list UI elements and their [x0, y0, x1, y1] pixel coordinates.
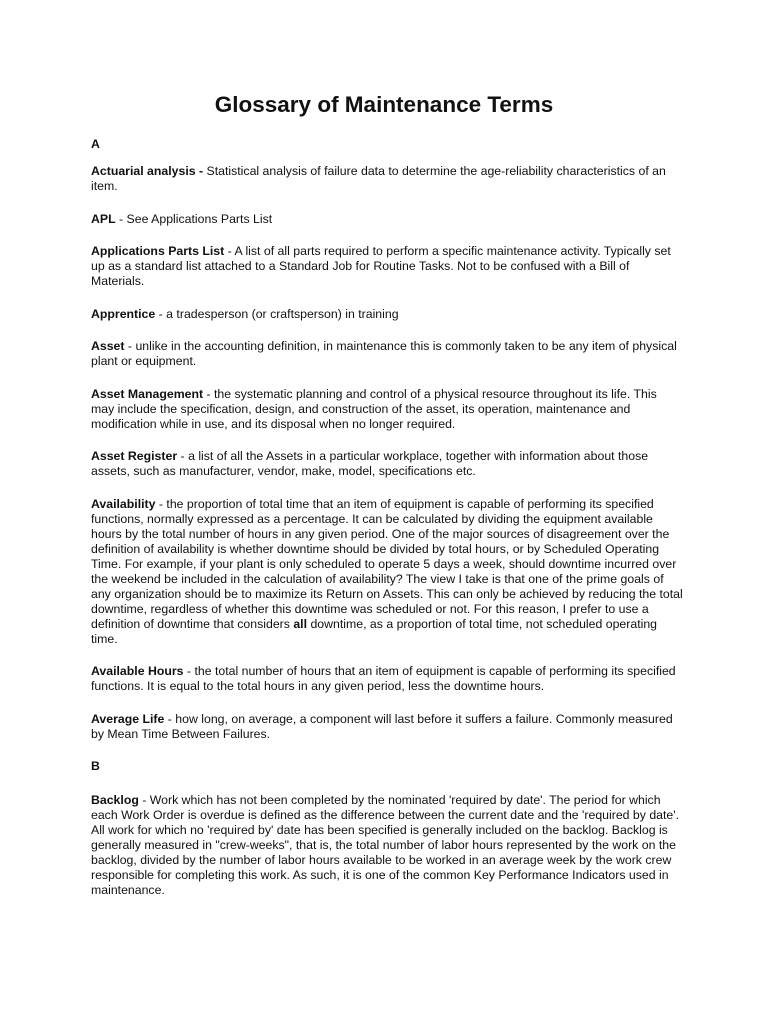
- entry-separator: -: [224, 244, 235, 258]
- entry-definition: Work which has not been completed by the nominated 'required by date'. The period for which each Work Order is overdue is defined as the difference between the current date and the 'required by date'. All work for which no 'required by' date has been specified is generally included on the backlog. Backlog is generally measured in "crew-weeks", that is, the total number of labor hours represented by the work on the backlog, divided by the number of labor hours available to be worked in an average week by the work crew responsible for completing this work. As such, it is one of the common Key Performance Indicators used in maintenance.: [91, 793, 680, 897]
- section-letter-b: B: [91, 759, 100, 773]
- entry-average-life: [91, 712, 683, 742]
- entry-definition-tail: downtime, as a proportion of total time, not scheduled operating time.: [91, 616, 658, 646]
- entry-asset-management: [91, 387, 683, 432]
- entry-separator: -: [155, 496, 167, 511]
- entry-separator: -: [115, 211, 127, 226]
- entry-definition: a tradesperson (or craftsperson) in training: [166, 306, 399, 321]
- page-title: Glossary of Maintenance Terms: [214, 92, 554, 117]
- entry-backlog: [91, 793, 683, 898]
- entry-asset: [91, 339, 683, 369]
- entry-emphasis: all: [293, 616, 308, 631]
- entry-asset-register: [91, 449, 683, 479]
- entry-term: Apprentice: [91, 306, 156, 321]
- entry-definition: unlike in the accounting definition, in maintenance this is commonly taken to be any item of physical plant or equipment.: [91, 339, 677, 368]
- section-letter-a: A: [91, 137, 100, 151]
- entry-available-hours: [91, 664, 683, 694]
- entry-term: Available Hours: [91, 664, 184, 678]
- entry-term: APL: [91, 211, 116, 226]
- entry-definition: Statistical analysis of failure data to determine the age-reliability characteristics of an item.: [91, 164, 666, 193]
- entry-term: Actuarial analysis: [91, 164, 196, 178]
- entry-term: Asset: [91, 339, 125, 353]
- entry-term: Applications Parts List: [91, 244, 225, 258]
- entry-applications-parts-list: [91, 244, 683, 289]
- entry-separator: -: [124, 339, 136, 353]
- entry-definition: the total number of hours that an item of equipment is capable of performing its specified functions. It is equal to the total hours in any given period, less the downtime hours.: [91, 664, 676, 693]
- entry-definition: the proportion of total time that an item of equipment is capable of performing its specified functions, normally expressed as a percentage. It can be calculated by dividing the equipment available hours by the total number of hours in any given period. One of the major sources of disagreement over the definition of availability is whether downtime should be divided by total hours, or by Scheduled Operating Time. For example, if your plant is only scheduled to operate 5 days a week, should downtime incurred over the weekend be included in the calculation of availability? The view I take is that one of the prime goals of any organization should be to maximize its Return on Assets. This can only be achieved by reducing the total downtime, regardless of whether this downtime was scheduled or not. For this reason, I prefer to use a definition of downtime that considers: [91, 496, 683, 631]
- entry-availability: [91, 497, 683, 647]
- entry-apl: [91, 212, 683, 227]
- entry-separator: -: [203, 386, 215, 401]
- entry-separator: -: [138, 793, 150, 807]
- glossary-entries: [91, 164, 683, 916]
- entry-definition: a list of all the Assets in a particular workplace, together with information about those assets, such as manufacturer, vendor, make, model, specifications etc.: [91, 449, 649, 478]
- entry-separator: -: [195, 164, 207, 178]
- entry-separator: -: [177, 449, 189, 463]
- entry-term: Availability: [91, 496, 156, 511]
- entry-term: Backlog: [91, 793, 139, 807]
- entry-definition: See Applications Parts List: [126, 211, 273, 226]
- entry-separator: -: [183, 664, 195, 678]
- entry-separator: -: [155, 306, 167, 321]
- entry-separator: -: [164, 711, 176, 726]
- entry-actuarial-analysis: [91, 164, 683, 194]
- entry-apprentice: [91, 307, 683, 322]
- entry-term: Asset Management: [91, 386, 204, 401]
- entry-term: Asset Register: [91, 449, 178, 463]
- entry-term: Average Life: [91, 711, 165, 726]
- entry-definition: A list of all parts required to perform a specific maintenance activity. Typically set up as a standard list attached to a Standard Job for Routine Tasks. Not to be confused with a Bill of Materials.: [91, 244, 671, 288]
- entry-definition: the systematic planning and control of a physical resource throughout its life. This may include the specification, design, and construction of the asset, its operation, maintenance and modification while in use, and its disposal when no longer required.: [91, 386, 657, 431]
- entry-definition: how long, on average, a component will last before it suffers a failure. Commonly measured by Mean Time Between Failures.: [91, 711, 673, 741]
